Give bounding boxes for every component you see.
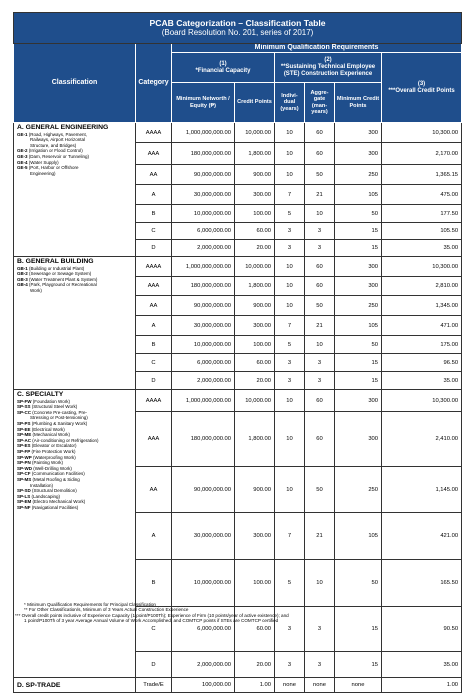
footnote: ** For Other Classification/s, Minimum of 3 Years Actual Construction Experience (24, 607, 189, 613)
individual-years-cell: 10 (275, 390, 305, 412)
header-credit-points: Credit Points (235, 83, 275, 123)
header-financial-label: *Financial Capacity (195, 67, 251, 74)
min-credit-points-cell: none (335, 678, 382, 693)
aggregate-years-cell: none (305, 678, 335, 693)
category-cell: B (136, 560, 172, 607)
category-cell: A (136, 316, 172, 336)
networth-cell: 30,000,000.00 (172, 185, 235, 205)
aggregate-years-cell: 50 (305, 165, 335, 185)
individual-years-cell: 7 (275, 316, 305, 336)
individual-years-cell: 10 (275, 123, 305, 143)
aggregate-years-cell: 3 (305, 607, 335, 652)
subclass-desc: (Water Supply) (28, 159, 59, 165)
header-financial (172, 53, 275, 83)
overall-credit-points-cell: 165.50 (382, 560, 462, 607)
subclass-code: SP-CC (17, 409, 32, 415)
subclass-desc: (Metal Roofing & Siding (32, 476, 80, 482)
subclass-code: SP-FW (17, 398, 32, 404)
subclass-code: SP-ME (17, 432, 32, 438)
subclass-desc: (Foundation Work) (32, 398, 70, 404)
subclass-desc: (Sewerage or Sewage System) (29, 271, 92, 277)
section-title: A. GENERAL ENGINEERING (17, 124, 109, 131)
subclass-item (17, 505, 134, 511)
subclass-code: SP-ES (17, 443, 31, 449)
section-specialty (14, 390, 462, 678)
category-cell: Trade/E (136, 678, 172, 693)
aggregate-years-cell: 10 (305, 336, 335, 354)
category-cell: C (136, 223, 172, 240)
footnote: *** Overall credit points inclusive of Experience Capacity (1 point/P100Th); Experience of Firm (10 points/year of active existence); and (15, 612, 289, 618)
credit-points-cell: 900.00 (235, 165, 275, 185)
classification-cell (14, 257, 136, 390)
credit-points-cell: 100.00 (235, 205, 275, 223)
individual-years-cell: 3 (275, 607, 305, 652)
subclass-desc: (Structural Demolition) (32, 488, 77, 494)
individual-years-cell: 10 (275, 467, 305, 513)
min-credit-points-cell: 105 (335, 185, 382, 205)
table-row (14, 678, 462, 693)
min-credit-points-cell: 50 (335, 336, 382, 354)
section-sp-trade (14, 678, 462, 693)
min-credit-points-cell: 15 (335, 607, 382, 652)
header-overall (382, 53, 462, 123)
subclass-desc: (Mechanical Work) (32, 432, 70, 438)
individual-years-cell: 10 (275, 143, 305, 165)
min-credit-points-cell: 300 (335, 143, 382, 165)
credit-points-cell: 1,800.00 (235, 143, 275, 165)
individual-years-cell: 10 (275, 165, 305, 185)
overall-credit-points-cell: 471.00 (382, 316, 462, 336)
networth-cell: 30,000,000.00 (172, 513, 235, 560)
min-credit-points-cell: 105 (335, 316, 382, 336)
header-aggregate: Aggre-gate (man-years) (305, 83, 335, 123)
category-cell: C (136, 354, 172, 372)
credit-points-cell: 10,000.00 (235, 123, 275, 143)
networth-cell: 30,000,000.00 (172, 316, 235, 336)
min-credit-points-cell: 300 (335, 390, 382, 412)
footnote: 1 point/P100Th of 3 year Average Annual Volume of Work Accomplished, and COMTCP points if STEs are COMTCP certified (24, 618, 279, 624)
credit-points-cell: 1,800.00 (235, 277, 275, 296)
networth-cell: 6,000,000.00 (172, 354, 235, 372)
subclass-code: GB-2 (17, 271, 28, 277)
overall-credit-points-cell: 2,810.00 (382, 277, 462, 296)
subclass-code: GE-1 (17, 131, 28, 137)
individual-years-cell: 3 (275, 223, 305, 240)
category-cell: A (136, 185, 172, 205)
header-classification: Classification (14, 44, 136, 123)
individual-years-cell: 3 (275, 652, 305, 678)
credit-points-cell: 20.00 (235, 652, 275, 678)
category-cell: AAAA (136, 257, 172, 277)
subclass-code: SP-FP (17, 448, 31, 454)
category-cell: D (136, 652, 172, 678)
subclass-desc: (Dam, Reservoir or Tunneling) (28, 153, 90, 159)
overall-credit-points-cell: 1,345.00 (382, 296, 462, 316)
subclass-code: SP-AC (17, 437, 32, 443)
individual-years-cell: 10 (275, 257, 305, 277)
category-cell: D (136, 240, 172, 257)
footnote: * Minimum Qualification Requirements for Principal Classification (24, 602, 156, 607)
header-overall-label: ***Overall Credit Points (388, 87, 455, 94)
subclass-desc: (Fire Protection Work) (31, 448, 76, 454)
header-ste (275, 53, 382, 83)
category-cell: D (136, 372, 172, 390)
aggregate-years-cell: 50 (305, 467, 335, 513)
overall-credit-points-cell: 10,300.00 (382, 123, 462, 143)
subclass-code: GE-5 (17, 165, 28, 171)
overall-credit-points-cell: 96.50 (382, 354, 462, 372)
header-individual: Indivi-dual (years) (275, 83, 305, 123)
credit-points-cell: 300.00 (235, 316, 275, 336)
individual-years-cell: 5 (275, 205, 305, 223)
subclass-desc: (Electro Mechanical Work) (32, 499, 86, 505)
overall-credit-points-cell: 1.00 (382, 678, 462, 693)
table-row (14, 123, 462, 143)
category-cell: AA (136, 296, 172, 316)
min-credit-points-cell: 250 (335, 165, 382, 185)
category-cell: C (136, 607, 172, 652)
overall-credit-points-cell: 2,410.00 (382, 412, 462, 467)
credit-points-cell: 60.00 (235, 354, 275, 372)
individual-years-cell: 3 (275, 372, 305, 390)
subclass-code: SP-CF (17, 471, 31, 477)
aggregate-years-cell: 3 (305, 223, 335, 240)
title-line-1: PCAB Categorization – Classification Table (149, 18, 326, 28)
networth-cell: 2,000,000.00 (172, 652, 235, 678)
individual-years-cell: 5 (275, 336, 305, 354)
aggregate-years-cell: 60 (305, 143, 335, 165)
aggregate-years-cell: 21 (305, 316, 335, 336)
overall-credit-points-cell: 475.00 (382, 185, 462, 205)
credit-points-cell: 60.00 (235, 223, 275, 240)
subclass-code: SP-NF (17, 504, 31, 510)
header-ste-label: **Sustaining Technical Employee (STE) Construction Experience (280, 64, 376, 77)
credit-points-cell: 300.00 (235, 513, 275, 560)
table-row (14, 257, 462, 277)
subclass-code: SP-PS (17, 420, 31, 426)
min-credit-points-cell: 250 (335, 467, 382, 513)
section-general-building (14, 257, 462, 390)
aggregate-years-cell: 3 (305, 240, 335, 257)
category-cell: AAA (136, 277, 172, 296)
networth-cell: 6,000,000.00 (172, 607, 235, 652)
subclass-desc-cont: Work) (30, 287, 42, 293)
header-ste-num: (2) (324, 57, 332, 64)
subclass-desc: (Waterproofing Work) (33, 454, 76, 460)
networth-cell: 6,000,000.00 (172, 223, 235, 240)
credit-points-cell: 1,800.00 (235, 412, 275, 467)
networth-cell: 90,000,000.00 (172, 165, 235, 185)
subclass-desc-cont: Structure, and Bridges) (30, 142, 77, 148)
header-min-credit: Minimum Credit Points (335, 83, 382, 123)
credit-points-cell: 900.00 (235, 467, 275, 513)
overall-credit-points-cell: 2,170.00 (382, 143, 462, 165)
header-financial-num: (1) (219, 60, 227, 67)
subclass-code: SP-LS (17, 493, 31, 499)
overall-credit-points-cell: 35.00 (382, 652, 462, 678)
table-row (14, 390, 462, 412)
category-cell: AAA (136, 412, 172, 467)
subclass-desc: (Plumbing & Sanitary Work) (31, 420, 88, 426)
category-cell: B (136, 336, 172, 354)
networth-cell: 180,000,000.00 (172, 143, 235, 165)
subclass-desc: (Painting Work) (32, 460, 63, 466)
networth-cell: 10,000,000.00 (172, 336, 235, 354)
overall-credit-points-cell: 35.00 (382, 372, 462, 390)
title-line-2: (Board Resolution No. 201, series of 2017) (161, 28, 314, 37)
subclass-desc: (Structural Steel Work) (31, 404, 78, 410)
credit-points-cell: 60.00 (235, 607, 275, 652)
individual-years-cell: 7 (275, 513, 305, 560)
overall-credit-points-cell: 10,300.00 (382, 390, 462, 412)
networth-cell: 1,000,000,000.00 (172, 257, 235, 277)
subclass-code: SP-EM (17, 499, 32, 505)
credit-points-cell: 1.00 (235, 678, 275, 693)
overall-credit-points-cell: 1,145.00 (382, 467, 462, 513)
networth-cell: 180,000,000.00 (172, 412, 235, 467)
category-cell: B (136, 205, 172, 223)
credit-points-cell: 10,000.00 (235, 390, 275, 412)
subclass-desc-cont: Railways, Airport Horizontal (30, 137, 86, 143)
category-cell: A (136, 513, 172, 560)
subclass-desc: (Port, Harbor or Offshore (28, 165, 79, 171)
subclass-desc: (Concrete Pre-casting, Pre- (32, 409, 88, 415)
subclass-desc-cont: Engineering) (30, 170, 56, 176)
networth-cell: 180,000,000.00 (172, 277, 235, 296)
category-cell: AAAA (136, 123, 172, 143)
table-title (14, 13, 462, 44)
min-credit-points-cell: 50 (335, 560, 382, 607)
credit-points-cell: 10,000.00 (235, 257, 275, 277)
section-title: C. SPECIALTY (17, 391, 64, 398)
min-credit-points-cell: 15 (335, 223, 382, 240)
aggregate-years-cell: 3 (305, 372, 335, 390)
networth-cell: 10,000,000.00 (172, 205, 235, 223)
min-credit-points-cell: 15 (335, 240, 382, 257)
credit-points-cell: 100.00 (235, 560, 275, 607)
classification-cell (14, 390, 136, 678)
networth-cell: 90,000,000.00 (172, 467, 235, 513)
overall-credit-points-cell: 421.00 (382, 513, 462, 560)
aggregate-years-cell: 3 (305, 354, 335, 372)
subclass-code: GE-3 (17, 153, 28, 159)
header-min-qual: Minimum Qualification Requirements (172, 44, 462, 53)
subclass-desc: (Park, Playground or Recreational (29, 282, 97, 288)
classification-table (13, 12, 462, 693)
subclass-desc: (Well-Drilling Work) (33, 465, 72, 471)
subclass-code: GB-4 (17, 282, 28, 288)
aggregate-years-cell: 10 (305, 205, 335, 223)
individual-years-cell: 10 (275, 277, 305, 296)
individual-years-cell: 3 (275, 240, 305, 257)
credit-points-cell: 300.00 (235, 185, 275, 205)
aggregate-years-cell: 60 (305, 257, 335, 277)
networth-cell: 2,000,000.00 (172, 240, 235, 257)
subclass-code: SP-EE (17, 426, 31, 432)
credit-points-cell: 20.00 (235, 240, 275, 257)
subclass-desc: (Landscaping) (31, 493, 61, 499)
section-title: D. SP-TRADE (14, 678, 136, 693)
credit-points-cell: 100.00 (235, 336, 275, 354)
subclass-desc: (Water Treatment Plant & System) (29, 276, 98, 282)
subclass-desc: (Electrical Work) (31, 426, 65, 432)
subclass-desc: (Communication Facilities) (31, 471, 85, 477)
classification-cell (14, 123, 136, 257)
min-credit-points-cell: 300 (335, 123, 382, 143)
header-networth: Minimum Networth / Equity (₱) (172, 83, 235, 123)
aggregate-years-cell: 21 (305, 513, 335, 560)
aggregate-years-cell: 3 (305, 652, 335, 678)
subclass-code: SP-WP (17, 454, 32, 460)
header-category: Category (136, 44, 172, 123)
aggregate-years-cell: 21 (305, 185, 335, 205)
footnotes (15, 602, 461, 624)
networth-cell: 10,000,000.00 (172, 560, 235, 607)
credit-points-cell: 20.00 (235, 372, 275, 390)
subclass-code: GE-4 (17, 159, 28, 165)
aggregate-years-cell: 60 (305, 390, 335, 412)
min-credit-points-cell: 300 (335, 257, 382, 277)
overall-credit-points-cell: 175.00 (382, 336, 462, 354)
subclass-desc: (Building or Industrial Plant) (29, 265, 85, 271)
overall-credit-points-cell: 35.00 (382, 240, 462, 257)
overall-credit-points-cell: 105.50 (382, 223, 462, 240)
individual-years-cell: 7 (275, 185, 305, 205)
networth-cell: 1,000,000,000.00 (172, 123, 235, 143)
individual-years-cell: 10 (275, 296, 305, 316)
min-credit-points-cell: 105 (335, 513, 382, 560)
min-credit-points-cell: 50 (335, 205, 382, 223)
subclass-code: GE-2 (17, 148, 28, 154)
subclass-code: GB-3 (17, 276, 28, 282)
category-cell: AA (136, 467, 172, 513)
min-credit-points-cell: 300 (335, 277, 382, 296)
credit-points-cell: 900.00 (235, 296, 275, 316)
min-credit-points-cell: 15 (335, 354, 382, 372)
subclass-desc: (Road, Highways, Pavement, (28, 131, 88, 137)
section-general-engineering (14, 123, 462, 257)
overall-credit-points-cell: 1,365.15 (382, 165, 462, 185)
min-credit-points-cell: 15 (335, 372, 382, 390)
networth-cell: 100,000.00 (172, 678, 235, 693)
overall-credit-points-cell: 90.50 (382, 607, 462, 652)
subclass-code: SP-PN (17, 460, 31, 466)
subclass-desc-cont: Installation) (30, 482, 54, 488)
overall-credit-points-cell: 10,300.00 (382, 257, 462, 277)
section-title: B. GENERAL BUILDING (17, 258, 94, 265)
aggregate-years-cell: 60 (305, 123, 335, 143)
subclass-desc: (Air-conditioning or Refrigeration) (32, 437, 99, 443)
individual-years-cell: 10 (275, 412, 305, 467)
category-cell: AAA (136, 143, 172, 165)
aggregate-years-cell: 60 (305, 277, 335, 296)
individual-years-cell: none (275, 678, 305, 693)
subclass-desc: (Navigational Facilities) (31, 504, 79, 510)
table-header (14, 44, 462, 123)
subclass-code: SP-WD (17, 465, 32, 471)
networth-cell: 1,000,000,000.00 (172, 390, 235, 412)
subclass-desc-cont: Stressing or Post-tensioning) (30, 415, 88, 421)
subclass-code: SP-SD (17, 488, 31, 494)
category-cell: AAAA (136, 390, 172, 412)
aggregate-years-cell: 60 (305, 412, 335, 467)
networth-cell: 2,000,000.00 (172, 372, 235, 390)
category-cell: AA (136, 165, 172, 185)
networth-cell: 90,000,000.00 (172, 296, 235, 316)
aggregate-years-cell: 10 (305, 560, 335, 607)
subclass-desc: (Irrigation or Flood Control) (28, 148, 83, 154)
subclass-code: SP-MS (17, 476, 32, 482)
overall-credit-points-cell: 177.50 (382, 205, 462, 223)
header-overall-num: (3) (417, 80, 426, 87)
min-credit-points-cell: 15 (335, 652, 382, 678)
min-credit-points-cell: 250 (335, 296, 382, 316)
individual-years-cell: 5 (275, 560, 305, 607)
individual-years-cell: 3 (275, 354, 305, 372)
subclass-code: GB-1 (17, 265, 28, 271)
subclass-desc: (Elevator or Escalator) (31, 443, 77, 449)
aggregate-years-cell: 50 (305, 296, 335, 316)
min-credit-points-cell: 300 (335, 412, 382, 467)
subclass-code: SP-SS (17, 404, 31, 410)
